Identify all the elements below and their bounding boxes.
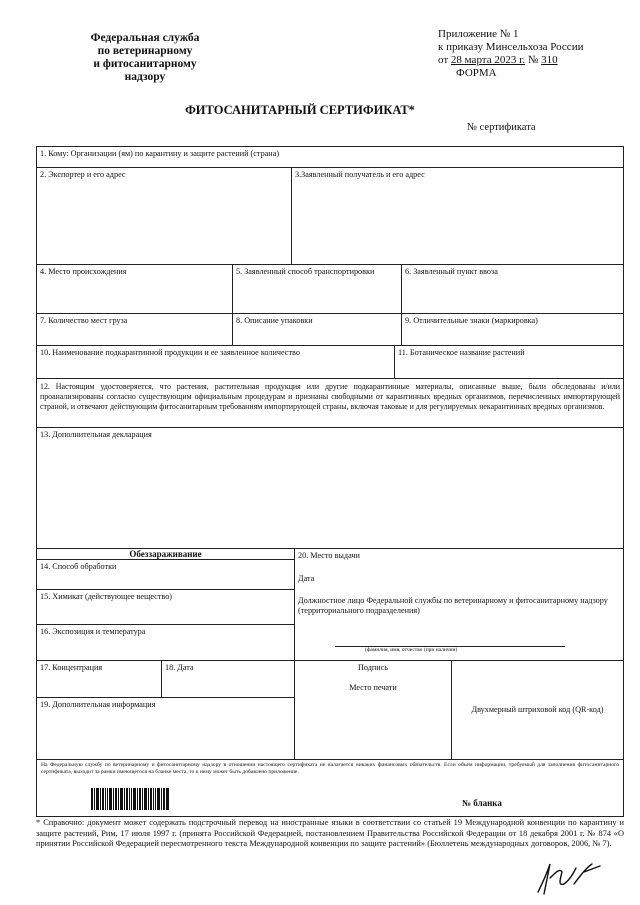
order-number: 310 — [541, 54, 558, 66]
field-13-label: 13. Дополнительная декларация — [40, 430, 152, 439]
field-8-label: 8. Описание упаковки — [236, 316, 313, 325]
field-8-packaging — [232, 313, 402, 346]
field-9-marks — [401, 313, 624, 346]
field-14-label: 14. Способ обработки — [40, 562, 117, 571]
appendix-line-2: к приказу Минсельхоза России — [438, 41, 584, 53]
liability-text: На Федеральную службу по ветеринарному и фитосанитарному надзору в отношении настоящего сертификата не налагается никаких финансовых обязательств. Если объем информации, требуемый для заполнения фитосанитарного сертификата, выходит за рамки имеющегося на бланке места, то к нему может быть добавлено приложение. — [41, 762, 619, 775]
signature-label: Подпись — [357, 663, 389, 672]
field-13-additional-declaration — [36, 427, 624, 549]
seal-label: Место печати — [349, 683, 397, 692]
agency-line-3: и фитосанитарному — [93, 58, 197, 70]
field-11-botanical-name — [394, 345, 624, 379]
field-3-consignee — [291, 167, 624, 265]
field-12-text: 12. Настоящим удостоверяется, что растения, растительная продукция или другие подкарантинные материалы, описанные выше, были обследованы и/или проанализированы согласно существующим официальным процедурам и признаны свободными от карантинных вредных организмов, перечисленных импортирующей страной, и отвечают действующим фитосанитарным требованиям импортирующей страны, включая таковые и для регулируемых некарантинных вредных организмов. — [40, 382, 620, 411]
field-4-label: 4. Место происхождения — [40, 267, 127, 276]
order-prefix: от — [438, 54, 451, 66]
liability-note — [36, 759, 624, 817]
field-3-label: 3.Заявленный получатель и его адрес — [295, 170, 425, 179]
field-9-label: 9. Отличительные знаки (маркировка) — [405, 316, 538, 325]
official-label: Должностное лицо Федеральной службы по ветеринарному и фитосанитарному надзору (территориального подразделения) — [298, 596, 608, 615]
field-2-exporter — [36, 167, 292, 265]
field-20-label: 20. Место выдачи — [298, 551, 360, 560]
agency-line-2: по ветеринарному — [97, 45, 193, 57]
disinfection-title: Обеззараживание — [129, 549, 202, 559]
field-5-transport — [232, 264, 402, 314]
field-1-label: 1. Кому: Организации (ям) по карантину и защите растений (страна) — [40, 149, 280, 158]
appendix-line-1: Приложение № 1 — [438, 28, 519, 40]
qr-code-box — [451, 660, 624, 760]
field-18-label: 18. Дата — [165, 663, 194, 672]
field-18-date — [161, 660, 295, 698]
field-1-recipient-org — [36, 146, 624, 168]
field-20-issuance — [294, 548, 624, 661]
field-16-label: 16. Экспозиция и температура — [40, 627, 146, 636]
field-6-entry-point — [401, 264, 624, 314]
appendix-block — [438, 28, 628, 80]
field-19-label: 19. Дополнительная информация — [40, 700, 156, 709]
field-5-label: 5. Заявленный способ транспортировки — [236, 267, 375, 276]
agency-line-4: надзору — [124, 71, 166, 83]
order-date: 28 марта 2023 г. — [450, 54, 526, 66]
field-12-certification — [36, 378, 624, 428]
field-16-exposure — [36, 624, 295, 661]
handwritten-signature-icon — [530, 858, 610, 898]
order-reference — [438, 54, 628, 67]
field-2-label: 2. Экспортер и его адрес — [40, 170, 126, 179]
barcode-icon — [91, 788, 169, 810]
field-4-origin — [36, 264, 233, 314]
field-15-label: 15. Химикат (действующее вещество) — [40, 592, 173, 601]
field-7-packages — [36, 313, 233, 346]
field-6-label: 6. Заявленный пункт ввоза — [405, 267, 498, 276]
agency-line-1: Федеральная служба — [90, 32, 200, 44]
field-10-label: 10. Наименование подкарантинной продукции и ее заявленное количество — [40, 348, 300, 357]
agency-name — [70, 32, 220, 84]
document-title: ФИТОСАНИТАРНЫЙ СЕРТИФИКАТ* — [185, 103, 415, 117]
date-label: Дата — [298, 574, 315, 583]
signature-seal-box — [294, 660, 452, 760]
field-17-label: 17. Концентрация — [40, 663, 103, 672]
reference-note: * Справочно: документ может содержать подстрочный перевод на иностранные языки в соответствии со статьей 19 Международной конвенции по карантину и защите растений, Рим, 17 июля 1997 г. (принята Российской Федерацией, постановлением Правительства Российской Федерации от 18 декабря 2001 г. № 874 «О принятии Российской Федерацией пересмотренного текста Международной конвенции по защите растений» (Бюллетень международных договоров, 2006, № 7). — [36, 818, 624, 848]
qr-label: Двухмерный штриховой код (QR-код) — [471, 705, 604, 714]
certificate-number-label: № сертификата — [467, 122, 536, 133]
order-number-prefix: № — [525, 54, 542, 66]
name-hint: (фамилия, имя, отчество (при наличии) — [365, 647, 458, 653]
field-19-additional-info — [36, 697, 295, 760]
field-7-label: 7. Количество мест груза — [40, 316, 128, 325]
field-11-label: 11. Ботаническое название растений — [398, 348, 525, 357]
field-15-chemical — [36, 589, 295, 625]
field-10-produce — [36, 345, 395, 379]
field-14-treatment — [36, 559, 295, 590]
field-17-concentration — [36, 660, 162, 698]
form-label: ФОРМА — [456, 67, 497, 79]
blank-number-label: № бланка — [462, 798, 502, 808]
